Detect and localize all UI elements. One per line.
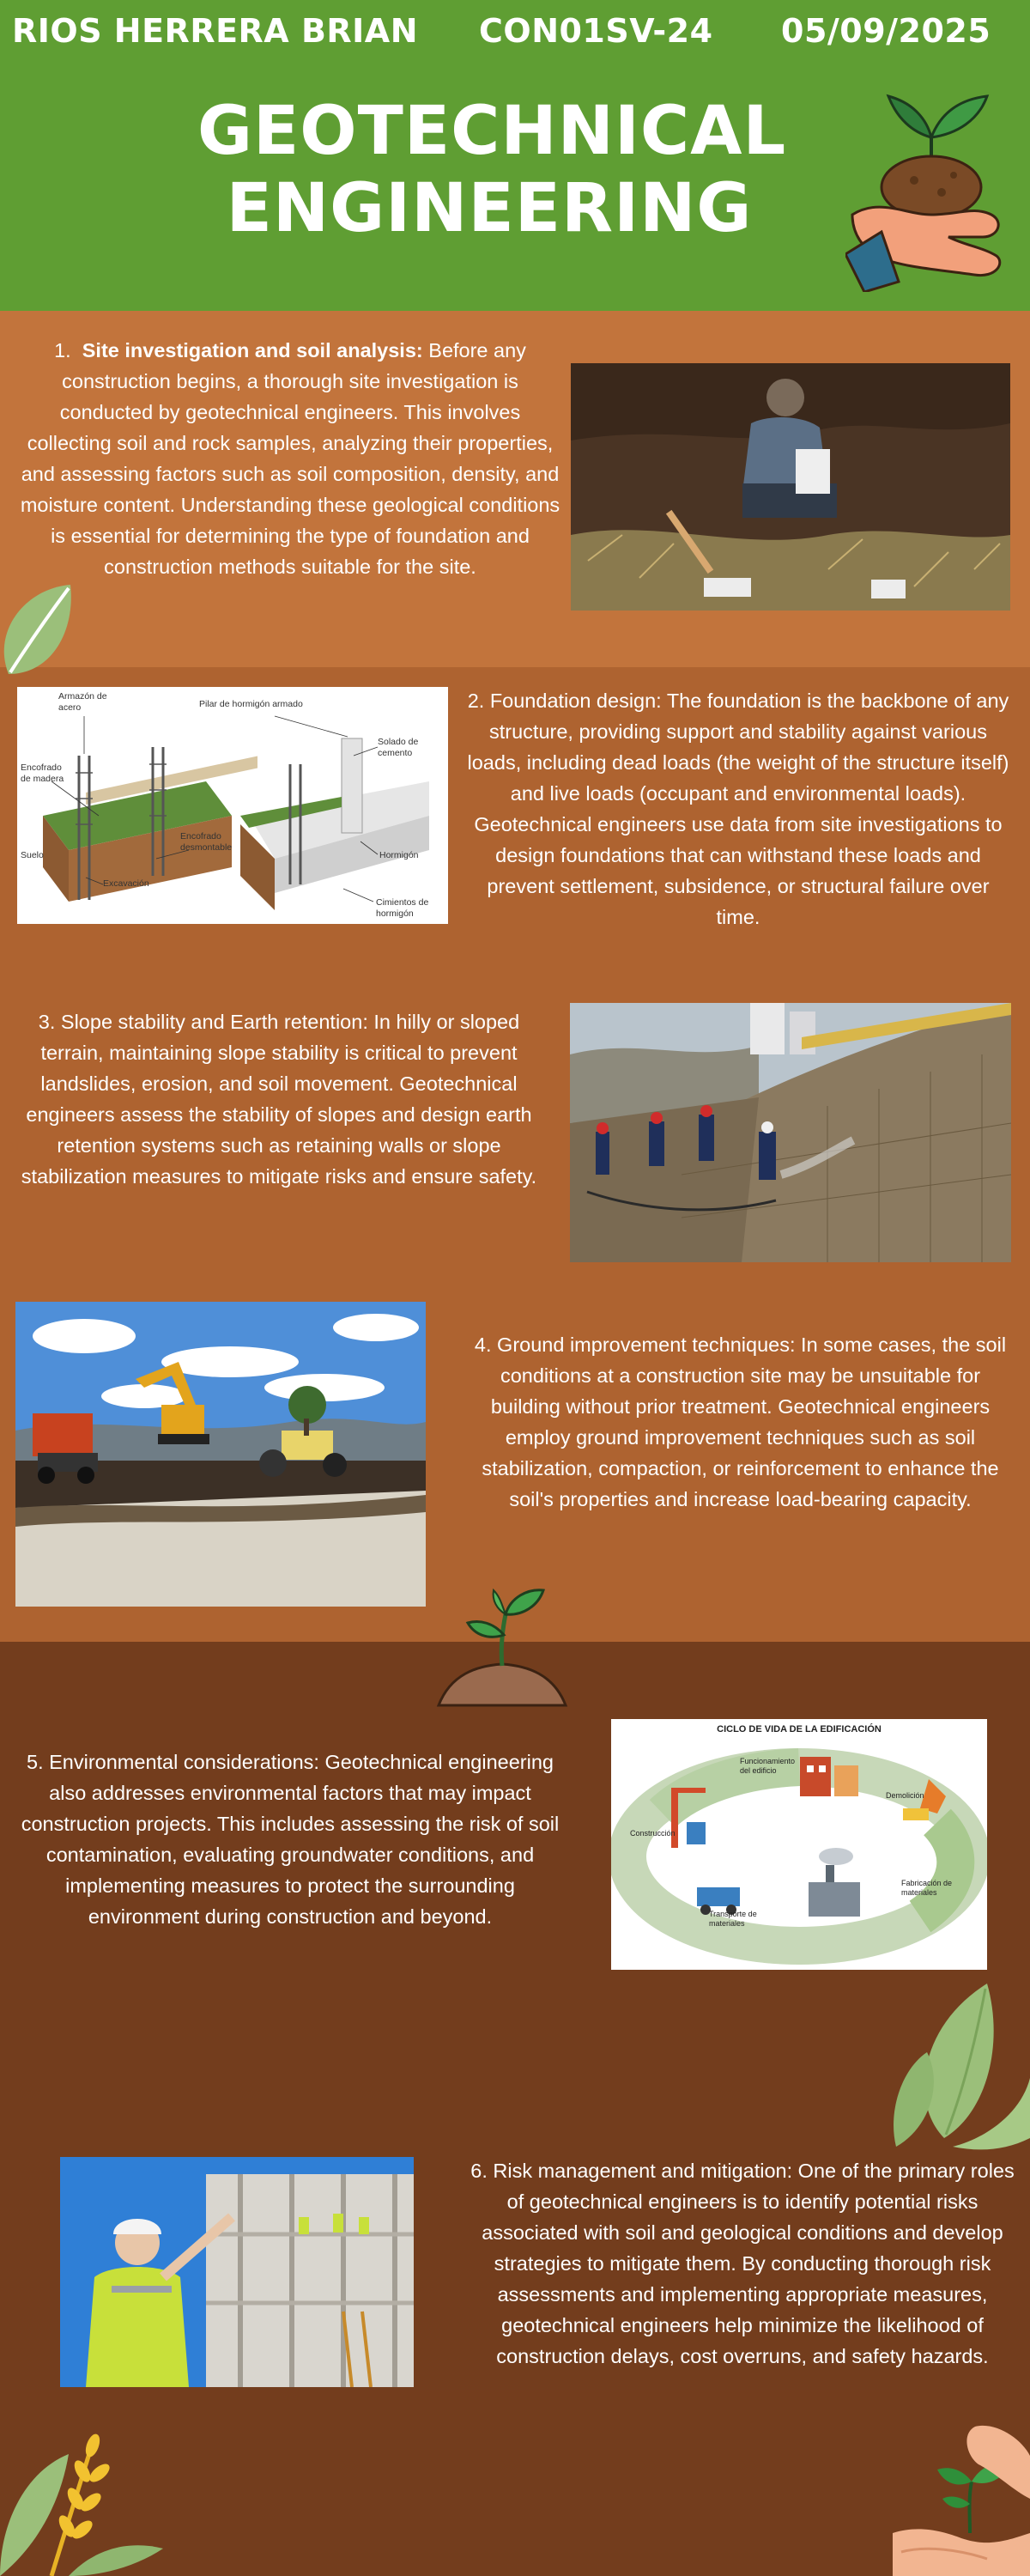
section-1-body: Before any construction begins, a thorough site investigation is conducted by geotechnical engineers. This involves collecting soil and rock samples, analyzing their properties, and assessing factors such as soil composition, density, and moisture content. Understanding these geological conditions is essential for determining the type of foundation and construction methods suitable for the site. — [20, 339, 560, 578]
lifecycle-demolicion: Demolición — [886, 1791, 924, 1800]
label-excavacion: Excavación — [103, 878, 149, 889]
slope-stability-photo — [570, 1003, 1011, 1262]
date: 05/09/2025 — [781, 12, 991, 50]
lifecycle-construccion: Construcción — [630, 1829, 676, 1838]
lifecycle-funcionamiento: Funcionamiento del edificio — [740, 1757, 796, 1775]
hand-plant-icon — [845, 86, 1017, 292]
label-hormigon: Hormigón — [379, 850, 419, 860]
course-code: CON01SV-24 — [479, 12, 713, 50]
lifecycle-fabricacion: Fabricación de materiales — [901, 1879, 953, 1897]
author-name: RIOS HERRERA BRIAN — [12, 12, 419, 50]
large-leaves-icon — [893, 1975, 1030, 2151]
site-investigation-photo — [571, 363, 1010, 611]
sprout-soil-icon — [433, 1571, 571, 1709]
section-4-text: 4. Ground improvement techniques: In some cases, the soil conditions at a construction site may be unsuitable for building without prior treatment. Geotechnical engineers employ ground improvement techniques such as soil stabilization, compaction, or reinforcement to enhance the soil's properties and increase load-bearing capacity. — [474, 1334, 1007, 1510]
page-title — [197, 93, 787, 247]
section-5-text: 5. Environmental considerations: Geotechnical engineering also addresses environmental factors that may impact construction projects. This includes assessing the risk of soil contamination, evaluating groundwater conditions, and implementing measures to protect the surrounding environment during construction and beyond. — [21, 1751, 560, 1928]
building-lifecycle-diagram — [611, 1719, 987, 1970]
hands-plant-icon — [893, 2421, 1030, 2576]
label-armazon: Armazón de acero — [58, 691, 107, 713]
risk-management-photo — [60, 2157, 414, 2387]
leaf-icon — [0, 580, 76, 683]
foundation-diagram — [17, 687, 448, 924]
lifecycle-title: CICLO DE VIDA DE LA EDIFICACIÓN — [717, 1724, 882, 1735]
label-cimientos: Cimientos de hormigón — [376, 897, 429, 919]
label-pilar: Pilar de hormigón armado — [199, 699, 303, 709]
section-1-text — [15, 335, 565, 582]
label-solado: Solado de cemento — [378, 737, 419, 758]
ground-improvement-photo — [15, 1302, 426, 1607]
title-line-2: ENGINEERING — [226, 170, 753, 247]
title-line-1: GEOTECHNICAL — [197, 93, 787, 170]
section-1-heading: Site investigation and soil analysis: — [82, 339, 423, 361]
section-3-text: 3. Slope stability and Earth retention: In hilly or sloped terrain, maintaining slope stability is critical to prevent landslides, erosion, and soil movement. Geotechnical engineers assess the stability of slopes and design earth retention systems such as retaining walls or slope stabilization measures to mitigate risks and ensure safety. — [21, 1011, 537, 1188]
section-1-number: 1. — [54, 339, 71, 361]
section-6-text: 6. Risk management and mitigation: One of the primary roles of geotechnical engineers is to identify potential risks associated with soil and geological conditions and develop strategies to mitigate them. By conducting thorough risk assessments and implementing appropriate measures, geotechnical engineers help minimize the likelihood of construction delays, cost overruns, and safety hazards. — [470, 2160, 1015, 2367]
section-2-text: 2. Foundation design: The foundation is the backbone of any structure, providing support and stability against various loads, including dead loads (the weight of the structure itself) and live loads (occupant and environmental loads). Geotechnical engineers use data from site investigations to design foundations that can withstand these loads and prevent settlement, subsidence, or structural failure over time. — [467, 690, 1009, 928]
label-suelo: Suelo — [21, 850, 44, 860]
wheat-icon — [0, 2420, 163, 2576]
label-encofrado-desmontable: Encofrado desmontable — [180, 831, 233, 853]
lifecycle-transporte: Transporte de materiales — [709, 1910, 757, 1928]
label-encofrado-madera: Encofrado de madera — [21, 762, 64, 784]
